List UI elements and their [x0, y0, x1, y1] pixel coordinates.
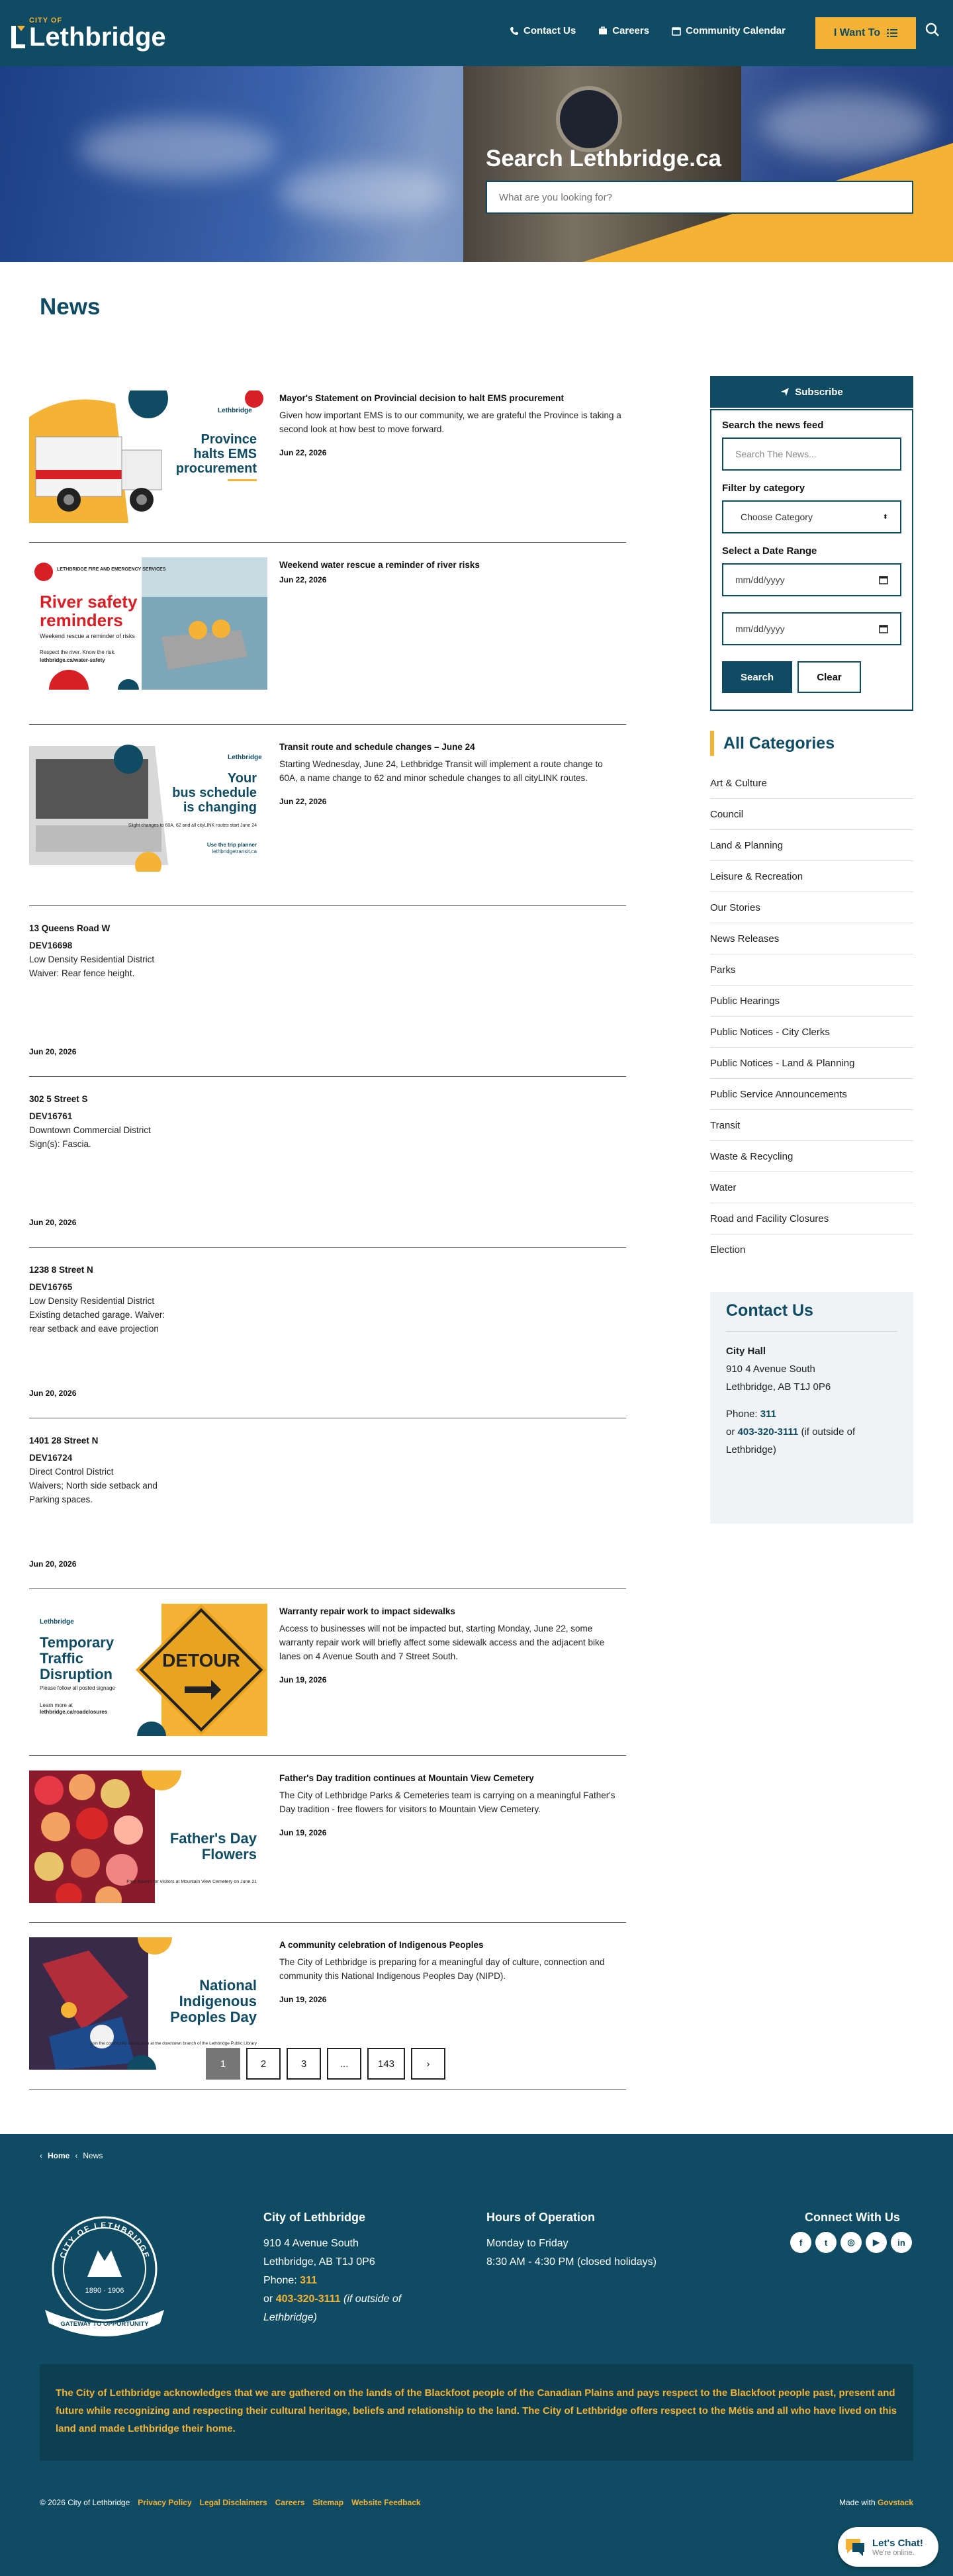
- list-icon: [887, 28, 897, 38]
- svg-text:reminders: reminders: [40, 610, 123, 630]
- news-title[interactable]: Transit route and schedule changes – June 24: [279, 742, 475, 752]
- breadcrumb-current: News: [83, 2151, 103, 2160]
- svg-text:lethbridge.ca/roadclosures: lethbridge.ca/roadclosures: [40, 1709, 108, 1715]
- news-title[interactable]: 302 5 Street S: [29, 1094, 88, 1104]
- permit-district: Low Density Residential District: [29, 1296, 155, 1306]
- svg-text:Father's Day: Father's Day: [169, 1830, 257, 1847]
- news-item[interactable]: [29, 1604, 626, 1756]
- permit-number: DEV16765: [29, 1282, 73, 1292]
- news-item[interactable]: [29, 921, 626, 1077]
- permit-district: Downtown Commercial District: [29, 1125, 151, 1135]
- category-link[interactable]: News Releases: [710, 923, 913, 954]
- phone-icon: [510, 26, 519, 36]
- permit-description: Sign(s): Fascia.: [29, 1139, 91, 1149]
- news-thumbnail: [29, 557, 267, 690]
- land-acknowledgement: The City of Lethbridge acknowledges that we are gathered on the lands of the Blackfoot people of the Canadian Plains and pays respect to the Blackfoot people past, present and future while recognizing and respecting their cultural heritage, beliefs and relationship to the land. The City of Lethbridge offers respect to the Métis and all who have lived on this land and made Lethbridge their home.: [40, 2364, 913, 2461]
- header-search-button[interactable]: [925, 23, 940, 40]
- svg-text:CITY OF LETHBRIDGE: CITY OF LETHBRIDGE: [58, 2220, 152, 2260]
- footer-phone-link[interactable]: 311: [300, 2275, 317, 2286]
- filter-clear-button[interactable]: Clear: [797, 661, 861, 693]
- page-2-button[interactable]: 2: [246, 2048, 281, 2080]
- legal-disclaimers-link[interactable]: Legal Disclaimers: [199, 2498, 267, 2507]
- contact-phone-link[interactable]: 311: [760, 1408, 776, 1420]
- permit-description: rear setback and eave projection: [29, 1324, 159, 1334]
- calendar-icon: [672, 26, 681, 36]
- news-excerpt: Starting Wednesday, June 24, Lethbridge Transit will implement a route change to 60A, a name change to 62 and minor schedule changes to all cityLINK routes.: [279, 759, 603, 783]
- select-arrows-icon: ⬍: [882, 513, 888, 521]
- news-date: Jun 19, 2026: [279, 1675, 327, 1684]
- chat-widget-button[interactable]: [838, 2527, 938, 2567]
- news-title[interactable]: A community celebration of Indigenous Peoples: [279, 1940, 484, 1950]
- page-title: News: [40, 294, 101, 320]
- page-ellipsis: ...: [327, 2048, 361, 2080]
- news-thumbnail: [29, 1771, 267, 1903]
- chat-title: Let's Chat!: [872, 2537, 923, 2549]
- news-excerpt: The City of Lethbridge is preparing for a meaningful day of culture, connection and community this National Indigenous Peoples Day (NIPD).: [279, 1957, 605, 1981]
- calendar-icon: [879, 624, 888, 633]
- news-item[interactable]: [29, 739, 626, 906]
- flowers-image: [29, 1771, 267, 1903]
- news-title[interactable]: Warranty repair work to impact sidewalks: [279, 1606, 455, 1616]
- nav-contact-us[interactable]: Contact Us: [510, 25, 576, 36]
- city-logo[interactable]: [9, 17, 166, 50]
- category-link[interactable]: Parks: [710, 954, 913, 986]
- bus-image: [29, 739, 267, 872]
- paper-plane-icon: [780, 387, 790, 396]
- news-item[interactable]: [29, 557, 626, 725]
- copyright: © 2026 City of Lethbridge: [40, 2498, 130, 2507]
- news-date: Jun 19, 2026: [279, 1828, 327, 1837]
- river-rescue-image: [29, 557, 267, 690]
- contact-phone2-link[interactable]: 403-320-3111: [737, 1426, 799, 1438]
- website-feedback-link[interactable]: Website Feedback: [351, 2498, 421, 2507]
- svg-text:Respect the river. Know the ri: Respect the river. Know the risk.: [40, 649, 116, 655]
- contact-title: Contact Us: [726, 1301, 897, 1332]
- news-date: Jun 22, 2026: [279, 797, 327, 806]
- page-last-button[interactable]: 143: [367, 2048, 405, 2080]
- news-thumbnail: [29, 739, 267, 872]
- permit-description: Parking spaces.: [29, 1495, 93, 1504]
- privacy-policy-link[interactable]: Privacy Policy: [138, 2498, 192, 2507]
- news-item[interactable]: [29, 391, 626, 543]
- news-excerpt: Given how important EMS is to our community, we are grateful the Province is taking a second look at how best to move forward.: [279, 410, 621, 434]
- permit-number: DEV16761: [29, 1111, 73, 1121]
- nav-community-calendar[interactable]: Community Calendar: [672, 25, 786, 36]
- svg-text:lethbridgetransit.ca: lethbridgetransit.ca: [212, 849, 257, 854]
- svg-text:Peoples Day: Peoples Day: [170, 2009, 257, 2025]
- news-excerpt: Access to businesses will not be impacted but, starting Monday, June 22, some warranty repair work will briefly affect some sidewalk access and the adjacent bike lanes on 4 Avenue South and 7 Street South.: [279, 1624, 605, 1661]
- hero-title: Search Lethbridge.ca: [486, 146, 721, 171]
- news-excerpt: The City of Lethbridge Parks & Cemeteries team is carrying on a meaningful Father's Day tradition - free flowers for visitors to Mountain View Cemetery.: [279, 1790, 615, 1814]
- cloud-decoration: [278, 165, 450, 218]
- category-link[interactable]: Council: [710, 799, 913, 830]
- svg-text:halts EMS: halts EMS: [193, 447, 257, 461]
- category-link[interactable]: Waste & Recycling: [710, 1141, 913, 1172]
- site-footer: [0, 2134, 953, 2576]
- city-seal-icon: [40, 2211, 169, 2340]
- thumb-logo-text: Lethbridge: [218, 407, 252, 414]
- svg-text:procurement: procurement: [175, 461, 257, 476]
- breadcrumb-home[interactable]: Home: [48, 2151, 70, 2160]
- footer-contact: City of Lethbridge 910 4 Avenue South Lethbridge, AB T1J 0P6 Phone: 311 or 403-320-3111 (if outside of Lethbridge): [263, 2211, 402, 2323]
- permit-district: Direct Control District: [29, 1467, 114, 1477]
- footer-hours: Hours of Operation Monday to Friday 8:30 AM - 4:30 PM (closed holidays): [486, 2211, 657, 2268]
- instagram-icon[interactable]: ◎: [840, 2232, 862, 2253]
- ambulance-image: [29, 391, 267, 523]
- svg-text:National: National: [199, 1977, 257, 1994]
- svg-text:Temporary: Temporary: [40, 1634, 114, 1651]
- permit-number: DEV16698: [29, 941, 73, 950]
- news-thumbnail: [29, 391, 267, 523]
- svg-text:Slight changes to 60A, 62 and: Slight changes to 60A, 62 and all cityLINK routes start June 24: [128, 823, 257, 828]
- made-with-credit: Made with Govstack: [839, 2498, 914, 2507]
- hero-search-input[interactable]: [486, 181, 913, 214]
- next-page-button[interactable]: ›: [411, 2048, 445, 2080]
- sitemap-link[interactable]: Sitemap: [312, 2498, 344, 2507]
- category-link[interactable]: Public Service Announcements: [710, 1079, 913, 1110]
- social-links: [790, 2232, 912, 2253]
- contact-address: Lethbridge, AB T1J 0P6: [726, 1381, 831, 1393]
- news-date: Jun 20, 2026: [29, 1218, 77, 1227]
- news-title[interactable]: Father's Day tradition continues at Mountain View Cemetery: [279, 1773, 534, 1783]
- search-icon: [925, 23, 940, 37]
- news-date: Jun 22, 2026: [279, 448, 327, 457]
- search-feed-label: Search the news feed: [722, 420, 824, 431]
- page-3-button[interactable]: 3: [287, 2048, 321, 2080]
- svg-text:Use the trip planner: Use the trip planner: [206, 842, 257, 848]
- page-1-button[interactable]: 1: [206, 2048, 240, 2080]
- svg-text:GATEWAY TO OPPORTUNITY: GATEWAY TO OPPORTUNITY: [60, 2321, 149, 2328]
- category-link[interactable]: Transit: [710, 1110, 913, 1141]
- permit-number: DEV16724: [29, 1453, 73, 1463]
- logo-wordmark: Lethbridge: [29, 23, 166, 52]
- chevron-left-icon: ‹: [40, 2151, 42, 2160]
- subscribe-button[interactable]: Subscribe: [710, 376, 913, 408]
- category-link[interactable]: Public Notices - City Clerks: [710, 1017, 913, 1048]
- svg-text:Indigenous: Indigenous: [179, 1993, 257, 2009]
- category-select[interactable]: Choose Category ⬍: [722, 500, 901, 533]
- svg-text:Lethbridge: Lethbridge: [228, 754, 262, 761]
- news-title[interactable]: Weekend water rescue a reminder of river risks: [279, 560, 480, 570]
- svg-text:Your: Your: [227, 771, 257, 786]
- category-link[interactable]: Election: [710, 1244, 746, 1256]
- facebook-icon[interactable]: f: [790, 2232, 811, 2253]
- news-date: Jun 19, 2026: [279, 1995, 327, 2004]
- svg-text:lethbridge.ca/water-safety: lethbridge.ca/water-safety: [40, 657, 105, 663]
- news-date: Jun 20, 2026: [29, 1389, 77, 1398]
- filter-search-button[interactable]: Search: [722, 661, 792, 693]
- news-title[interactable]: 1401 28 Street N: [29, 1436, 99, 1446]
- svg-text:Lethbridge: Lethbridge: [40, 1618, 74, 1626]
- news-thumbnail: [29, 1604, 267, 1736]
- svg-text:Learn more at: Learn more at: [40, 1702, 73, 1708]
- chat-status: We're online.: [872, 2548, 915, 2557]
- chat-bubble-icon: [843, 2535, 867, 2559]
- category-link[interactable]: Leisure & Recreation: [710, 861, 913, 892]
- svg-text:Weekend rescue a reminder of r: Weekend rescue a reminder of risks: [40, 633, 135, 639]
- svg-text:is changing: is changing: [183, 800, 257, 815]
- logo-small-text: CITY OF: [29, 17, 63, 24]
- svg-text:Traffic: Traffic: [40, 1650, 84, 1667]
- start-date-input[interactable]: mm/dd/yyyy: [722, 563, 901, 596]
- calendar-icon: [879, 575, 888, 584]
- permit-description: Waivers; North side setback and: [29, 1481, 158, 1491]
- cloud-decoration: [79, 119, 278, 179]
- news-filter-panel: [710, 409, 913, 711]
- permit-district: Low Density Residential District: [29, 954, 155, 964]
- news-item[interactable]: [29, 1433, 626, 1589]
- news-item[interactable]: [29, 1771, 626, 1923]
- govstack-link[interactable]: Govstack: [878, 2498, 914, 2507]
- news-date: Jun 20, 2026: [29, 1047, 77, 1056]
- news-item[interactable]: [29, 1091, 626, 1248]
- news-title[interactable]: 1238 8 Street N: [29, 1265, 93, 1275]
- footer-social: Connect With Us: [805, 2211, 900, 2224]
- logo-mark-icon: [9, 24, 26, 50]
- svg-text:River safety: River safety: [40, 592, 138, 612]
- category-link[interactable]: Water: [710, 1172, 913, 1203]
- footer-links: [40, 2498, 421, 2507]
- chevron-left-icon: ‹: [75, 2151, 78, 2160]
- briefcase-icon: [598, 26, 608, 35]
- contact-address: 910 4 Avenue South: [726, 1363, 815, 1375]
- nav-careers[interactable]: Careers: [598, 25, 649, 36]
- category-link[interactable]: Public Hearings: [710, 986, 913, 1017]
- news-date: Jun 22, 2026: [279, 575, 327, 584]
- breadcrumb: [40, 2151, 103, 2160]
- svg-text:bus schedule: bus schedule: [172, 786, 257, 800]
- news-list: [29, 391, 626, 2090]
- svg-text:Disruption: Disruption: [40, 1666, 113, 1682]
- twitter-icon[interactable]: t: [815, 2232, 837, 2253]
- category-link[interactable]: Land & Planning: [710, 830, 913, 861]
- news-title[interactable]: Mayor's Statement on Provincial decision to halt EMS procurement: [279, 393, 565, 403]
- contact-us-card: Contact Us City Hall 910 4 Avenue South Lethbridge, AB T1J 0P6 Phone: 311 or 403-320-3111 (if outside of Lethbridge): [710, 1292, 913, 1524]
- svg-text:1890 · 1906: 1890 · 1906: [85, 2287, 124, 2295]
- careers-link[interactable]: Careers: [275, 2498, 305, 2507]
- i-want-to-button[interactable]: I Want To: [815, 17, 916, 49]
- all-categories-title: All Categories: [710, 731, 913, 756]
- svg-text:Flowers: Flowers: [201, 1846, 257, 1863]
- news-title[interactable]: 13 Queens Road W: [29, 923, 111, 933]
- svg-text:LETHBRIDGE FIRE AND EMERGENCY: LETHBRIDGE FIRE AND EMERGENCY SERVICES: [57, 567, 166, 572]
- permit-description: Existing detached garage. Waiver:: [29, 1310, 165, 1320]
- permit-description: Waiver: Rear fence height.: [29, 968, 135, 978]
- top-nav: [510, 25, 786, 36]
- svg-text:Free flowers for visitors at M: Free flowers for visitors at Mountain View Cemetery on June 21: [126, 1880, 257, 1884]
- svg-text:Please follow all posted signa: Please follow all posted signage: [40, 1685, 115, 1691]
- youtube-icon[interactable]: ▶: [866, 2232, 887, 2253]
- pagination: [206, 2048, 445, 2080]
- news-search-input[interactable]: Search The News...: [722, 437, 901, 471]
- category-link[interactable]: Road and Facility Closures: [710, 1203, 913, 1234]
- category-link[interactable]: Public Notices - Land & Planning: [710, 1048, 913, 1079]
- hero-banner: [0, 66, 953, 262]
- category-link[interactable]: Art & Culture: [710, 768, 913, 799]
- footer-phone2-link[interactable]: 403-320-3111: [275, 2293, 341, 2305]
- filter-category-label: Filter by category: [722, 483, 805, 494]
- detour-sign-image: [29, 1604, 267, 1736]
- category-link[interactable]: Our Stories: [710, 892, 913, 923]
- linkedin-icon[interactable]: in: [891, 2232, 912, 2253]
- site-header: [0, 0, 953, 66]
- svg-text:DETOUR: DETOUR: [162, 1650, 240, 1671]
- clock-face-image: [556, 86, 622, 152]
- date-range-label: Select a Date Range: [722, 545, 817, 557]
- contact-name: City Hall: [726, 1346, 766, 1357]
- svg-text:Province: Province: [201, 432, 257, 447]
- news-item[interactable]: [29, 1262, 626, 1418]
- svg-text:Join the community celebration: Join the community celebration at the downtown branch of the Lethbridge Public Library: [89, 2041, 257, 2046]
- all-categories: [710, 731, 913, 1265]
- end-date-input[interactable]: mm/dd/yyyy: [722, 612, 901, 645]
- news-date: Jun 20, 2026: [29, 1559, 77, 1569]
